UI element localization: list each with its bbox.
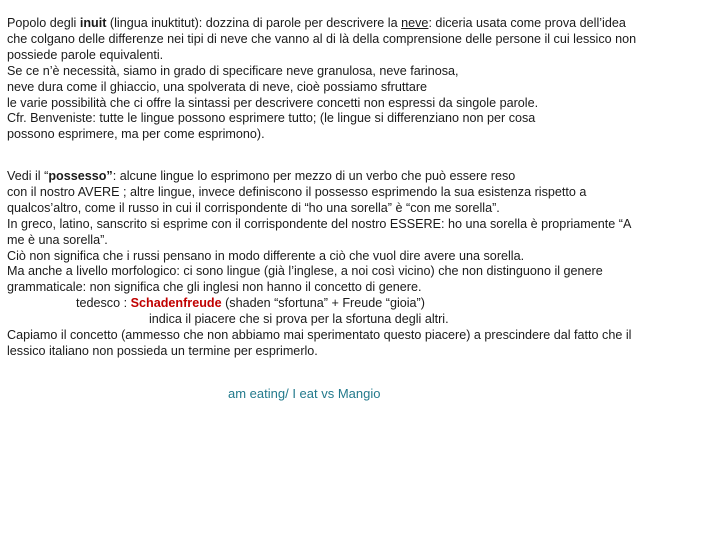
text-line: lessico italiano non possieda un termine per esprimerlo. — [7, 343, 318, 358]
text-fragment: : alcune lingue lo esprimono per mezzo di un verbo che può essere reso — [112, 169, 516, 183]
text-fragment: (lingua inuktitut): dozzina di parole per descrivere la — [106, 16, 402, 30]
paragraph-inuit-snow — [7, 16, 713, 143]
text-fragment: Vedi il “ — [7, 169, 49, 183]
term-inuit: inuit — [79, 16, 107, 30]
paragraph-possession — [7, 169, 713, 360]
text-line: Capiamo il concetto (ammesso che non abbiamo mai sperimentato questo piacere) a prescindere dal fatto che il — [7, 328, 632, 343]
term-neve: neve — [401, 16, 429, 30]
text-line: me è una sorella”. — [7, 232, 108, 247]
text-fragment: : diceria usata come prova dell’idea — [428, 16, 626, 30]
text-line: In greco, latino, sanscrito si esprime con il corrispondente del nostro ESSERE: ho una sorella è propriamente “A — [7, 216, 632, 231]
text-line: Ciò non significa che i russi pensano in modo differente a ciò che vuol dire avere una sorella. — [7, 248, 525, 263]
text-line-indented: indica il piacere che si prova per la sfortuna degli altri. — [149, 312, 449, 327]
text-line — [7, 16, 713, 32]
text-line: possono esprimere, ma per come esprimono). — [7, 127, 265, 142]
text-line — [7, 169, 713, 185]
text-line: le varie possibilità che ci offre la sintassi per descrivere concetti non espressi da singole parole. — [7, 95, 539, 110]
text-line: qualcos’altro, come il russo in cui il corrispondente di “ho una sorella” è “con me sorella”. — [7, 200, 500, 215]
term-schadenfreude: Schadenfreude — [130, 296, 222, 311]
text-line: Cfr. Benveniste: tutte le lingue possono esprimere tutto; (le lingue si differenziano non per cosa — [7, 111, 536, 126]
text-line: neve dura come il ghiaccio, una spolverata di neve, cioè possiamo sfruttare — [7, 79, 428, 94]
text-fragment: (shaden “sfortuna” + Freude “gioia”) — [221, 296, 425, 311]
text-line: che colgano delle differenze nei tipi di neve che vanno al di là della comprensione delle persone il cui lessico non — [7, 31, 637, 46]
text-line: grammaticale: non significa che gli inglesi non hanno il concetto di genere. — [7, 280, 422, 295]
text-fragment: tedesco : — [76, 296, 131, 311]
text-line: possiede parole equivalenti. — [7, 47, 164, 62]
term-possesso: possesso” — [48, 169, 113, 183]
text-line-indented — [7, 296, 713, 312]
text-line: con il nostro AVERE ; altre lingue, invece definiscono il possesso esprimendo la sua esistenza rispetto a — [7, 184, 587, 199]
text-line: Se ce n’è necessità, siamo in grado di specificare neve granulosa, neve farinosa, — [7, 63, 459, 78]
text-line: Ma anche a livello morfologico: ci sono lingue (già l’inglese, a noi così vicino) che non distinguono il genere — [7, 264, 603, 279]
footer-example: am eating/ I eat vs Mangio — [228, 386, 381, 401]
text-fragment: Popolo degli — [7, 16, 80, 30]
